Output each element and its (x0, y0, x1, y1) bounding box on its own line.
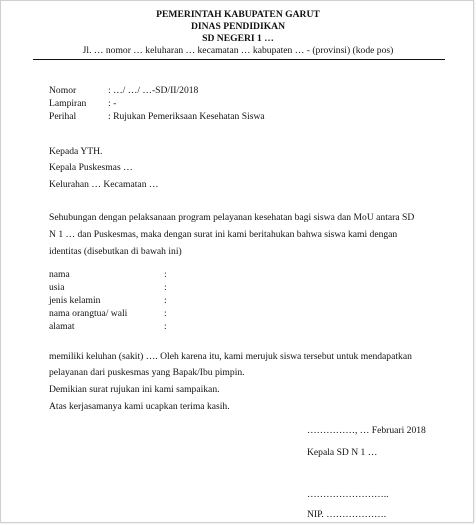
lampiran-value: : - (108, 98, 117, 109)
signature-name-line: …………………….. (307, 489, 389, 500)
body-line-2: pelayanan dari puskesmas yang Bapak/Ibu pimpin. (49, 367, 245, 378)
perihal-value: : Rujukan Pemeriksaan Kesehatan Siswa (108, 111, 265, 122)
intro-line-1: Sehubungan dengan pelaksanaan program pelayanan kesehatan bagi siswa dan MoU antara SD (49, 212, 415, 223)
field-alamat-sep: : (164, 321, 167, 332)
letterhead-school-name: SD NEGERI 1 … (202, 33, 274, 44)
field-jenis-kelamin-sep: : (164, 295, 167, 306)
field-orangtua-label: nama orangtua/ wali (49, 308, 128, 319)
field-alamat-label: alamat (49, 321, 75, 332)
signature-title: Kepala SD N 1 … (307, 447, 378, 458)
recipient-location: Kelurahan … Kecamatan … (49, 179, 159, 190)
lampiran-label: Lampiran (49, 98, 87, 109)
body-line-3: Demikian surat rujukan ini kami sampaikan. (49, 384, 220, 395)
field-nama-sep: : (164, 269, 167, 280)
signature-nip: NIP. ………………. (307, 509, 387, 520)
letterhead-divider (33, 59, 445, 60)
body-line-1: memiliki keluhan (sakit) …. Oleh karena itu, kami merujuk siswa tersebut untuk mendapatkan (49, 351, 412, 362)
field-usia-sep: : (164, 282, 167, 293)
recipient-salutation: Kepada YTH. (49, 146, 103, 157)
intro-line-2: N 1 … dan Puskesmas, maka dengan surat ini kami beritahukan bahwa siswa kami dengan (49, 229, 398, 240)
field-orangtua-sep: : (164, 308, 167, 319)
letterhead-line-1: PEMERINTAH KABUPATEN GARUT (156, 9, 320, 20)
field-nama-label: nama (49, 269, 70, 280)
field-usia-label: usia (49, 282, 65, 293)
letterhead-address: Jl. … nomor … keluharan … kecamatan … kabupaten … - (provinsi) (kode pos) (82, 45, 394, 56)
field-jenis-kelamin-label: jenis kelamin (49, 295, 101, 306)
letterhead-line-2: DINAS PENDIDIKAN (190, 21, 286, 32)
recipient-title: Kepala Puskesmas … (49, 162, 133, 173)
perihal-label: Perihal (49, 111, 77, 122)
nomor-label: Nomor (49, 85, 77, 96)
signature-date: ……………, … Februari 2018 (307, 425, 426, 436)
body-line-4: Atas kerjasamanya kami ucapkan terima kasih. (49, 401, 230, 412)
intro-line-3: identitas (disebutkan di bawah ini) (49, 246, 182, 257)
nomor-value: : …/ …/ …-SD/II/2018 (108, 85, 199, 96)
